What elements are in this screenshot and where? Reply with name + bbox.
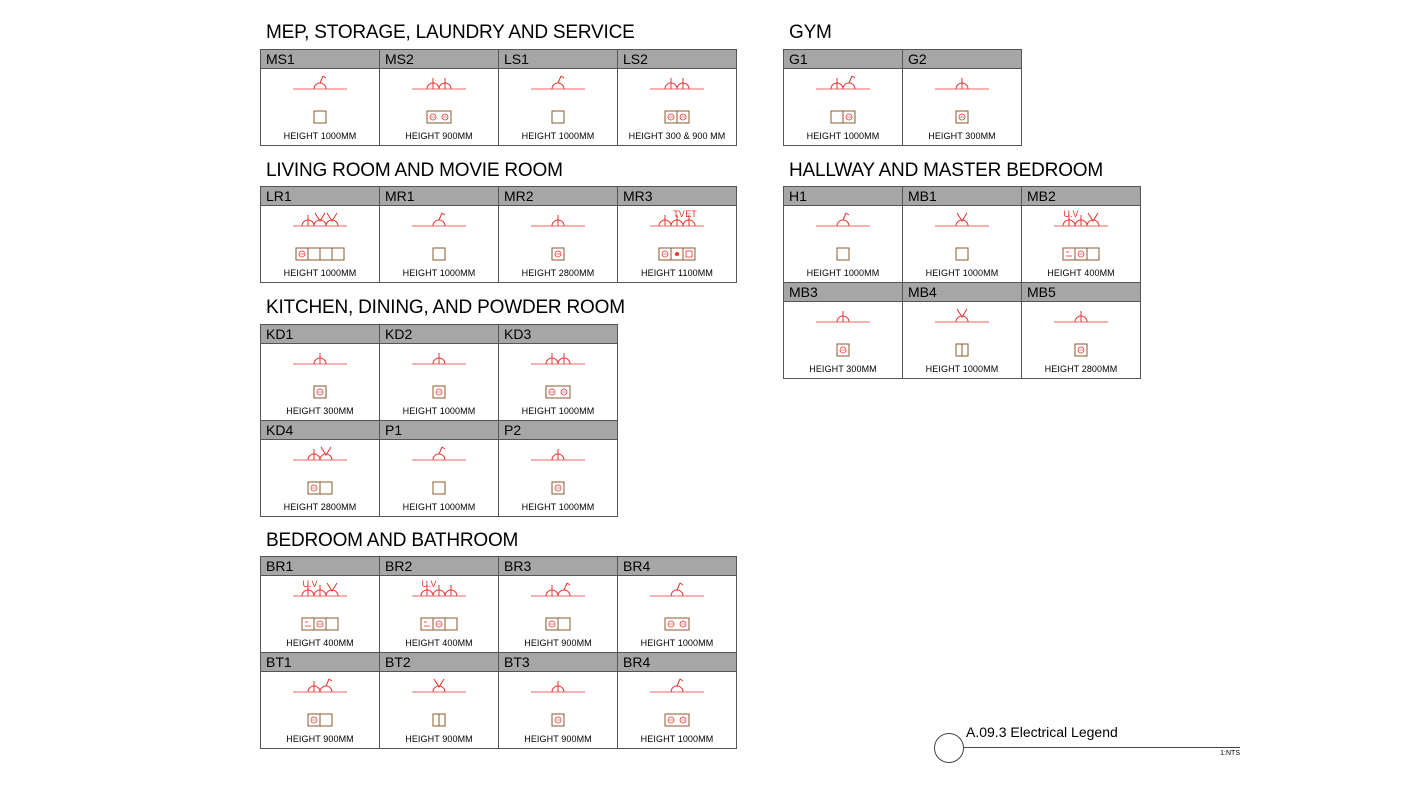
- socket-symbol-icon: [445, 585, 457, 596]
- double-plate-icon: [665, 618, 689, 630]
- cell-height: HEIGHT 1000MM: [925, 268, 999, 278]
- cell-height: HEIGHT 1000MM: [640, 638, 714, 648]
- cell-code: KD3: [499, 325, 617, 344]
- legend-grid: [783, 49, 1022, 146]
- socket-symbol-icon: [552, 681, 564, 692]
- section-title: GYM: [789, 22, 832, 43]
- cell-height: HEIGHT 2800MM: [283, 502, 357, 512]
- blank-plate-icon: [433, 482, 445, 494]
- sq-plate-icon: [683, 248, 695, 260]
- cell-code: H1: [784, 187, 902, 206]
- socket-symbol-icon: [552, 215, 564, 226]
- cell-code: LS2: [618, 50, 736, 69]
- cell-code: KD4: [261, 421, 379, 440]
- cell-height: HEIGHT 1000MM: [806, 131, 880, 141]
- legend-row: [261, 187, 737, 283]
- legend-row: [784, 283, 1141, 379]
- cell-height: HEIGHT 900MM: [524, 734, 592, 744]
- cell-height: HEIGHT 400MM: [405, 638, 473, 648]
- uv-label: U.V: [421, 579, 437, 589]
- legend-cell: [380, 557, 499, 653]
- blank-plate-icon: [552, 111, 564, 123]
- section-title: KITCHEN, DINING, AND POWDER ROOM: [266, 297, 625, 318]
- cell-code: BR4: [618, 557, 736, 576]
- cell-height: HEIGHT 1000MM: [925, 364, 999, 374]
- cell-height: HEIGHT 300MM: [809, 364, 877, 374]
- multi-symbol-icon: [1087, 213, 1099, 226]
- socket-symbol-icon: [433, 353, 445, 364]
- socket-plate-icon: [433, 618, 445, 630]
- cell-code: G2: [903, 50, 1021, 69]
- legend-cell: [784, 50, 903, 146]
- legend-cell: [618, 187, 737, 283]
- legend-cell: [1022, 283, 1141, 379]
- legend-cell: [261, 50, 380, 146]
- switch-symbol-icon: [433, 213, 445, 226]
- legend-cell: [903, 50, 1022, 146]
- switch-symbol-icon: [843, 76, 855, 89]
- cell-height: HEIGHT 400MM: [286, 638, 354, 648]
- tv-label: TV: [673, 209, 685, 219]
- legend-row: [261, 557, 737, 653]
- socket-symbol-icon: [427, 78, 439, 89]
- dot-plate-icon: [671, 248, 683, 260]
- switch-symbol-icon: [320, 679, 332, 692]
- socket-plate-icon: [552, 714, 564, 726]
- blank-plate-icon: [320, 248, 332, 260]
- legend-grid: [783, 186, 1141, 379]
- socket-symbol-icon: [314, 353, 326, 364]
- socket-plate-icon: [552, 482, 564, 494]
- multi-symbol-icon: [326, 213, 338, 226]
- blank-plate-icon: [332, 248, 344, 260]
- multi-symbol-icon: [956, 309, 968, 322]
- uv-label: U.V: [1063, 209, 1079, 219]
- cell-height: HEIGHT 2800MM: [521, 268, 595, 278]
- legend-grid: [260, 324, 618, 517]
- legend-cell: [380, 187, 499, 283]
- cell-code: MB5: [1022, 283, 1140, 302]
- legend-cell: [499, 557, 618, 653]
- legend-cell: [903, 187, 1022, 283]
- cell-height: HEIGHT 1000MM: [640, 734, 714, 744]
- socket-symbol-icon: [302, 215, 314, 226]
- switch-symbol-icon: [558, 583, 570, 596]
- cell-code: MS2: [380, 50, 498, 69]
- uv-symbol-icon: [302, 579, 318, 596]
- multi-symbol-icon: [433, 679, 445, 692]
- cell-code: LR1: [261, 187, 379, 206]
- double-plate-icon: [546, 386, 570, 398]
- cell-code: BR2: [380, 557, 498, 576]
- legend-cell: [499, 325, 618, 421]
- socket-symbol-icon: [439, 78, 451, 89]
- cell-height: HEIGHT 900MM: [524, 638, 592, 648]
- cell-code: P1: [380, 421, 498, 440]
- reference-scale: 1:NTS: [1220, 750, 1240, 757]
- legend-cell: [618, 653, 737, 749]
- uv-symbol-icon: [421, 579, 437, 596]
- blankhalf-plate-icon: [433, 714, 445, 726]
- legend-cell: [261, 325, 380, 421]
- cell-code: MB1: [903, 187, 1021, 206]
- uv-plate-icon: [421, 618, 433, 630]
- blank-plate-icon: [320, 714, 332, 726]
- cell-height: HEIGHT 900MM: [405, 734, 473, 744]
- uv-plate-icon: [1063, 248, 1075, 260]
- cell-height: HEIGHT 1000MM: [521, 131, 595, 141]
- switch-symbol-icon: [837, 213, 849, 226]
- legend-cell: [261, 421, 380, 517]
- blankhalf-plate-icon: [956, 344, 968, 356]
- blank-plate-icon: [558, 618, 570, 630]
- uv-plate-icon: [302, 618, 314, 630]
- cell-code: MB3: [784, 283, 902, 302]
- socket-plate-icon: [314, 386, 326, 398]
- socket-symbol-icon: [546, 353, 558, 364]
- socket-symbol-icon: [558, 353, 570, 364]
- cell-height: HEIGHT 1000MM: [402, 406, 476, 416]
- legend-row: [261, 50, 737, 146]
- reference-title: A.09.3 Electrical Legend: [966, 724, 1118, 740]
- blank-plate-icon: [308, 248, 320, 260]
- multi-symbol-icon: [956, 213, 968, 226]
- tv-symbol-icon: [671, 209, 685, 226]
- socket-plate-icon: [546, 618, 558, 630]
- switch-symbol-icon: [671, 679, 683, 692]
- section-title: MEP, STORAGE, LAUNDRY AND SERVICE: [266, 22, 635, 43]
- blank-plate-icon: [320, 482, 332, 494]
- cell-height: HEIGHT 900MM: [286, 734, 354, 744]
- cell-code: MR2: [499, 187, 617, 206]
- blank-plate-icon: [831, 111, 843, 123]
- socket-plate-icon: [665, 111, 677, 123]
- socket-plate-icon: [308, 482, 320, 494]
- cell-height: HEIGHT 300 & 900 MM: [628, 131, 726, 141]
- socket-symbol-icon: [831, 78, 843, 89]
- legend-cell: [903, 283, 1022, 379]
- legend-grid: [260, 186, 737, 283]
- legend-cell: [261, 187, 380, 283]
- legend-row: [261, 325, 618, 421]
- socket-plate-icon: [956, 111, 968, 123]
- cell-code: MS1: [261, 50, 379, 69]
- et-symbol-icon: [683, 209, 697, 226]
- reference-underline: [964, 747, 1240, 748]
- legend-cell: [499, 50, 618, 146]
- section-title: HALLWAY AND MASTER BEDROOM: [789, 160, 1103, 181]
- socket-plate-icon: [837, 344, 849, 356]
- legend-row: [261, 421, 618, 517]
- socket-symbol-icon: [837, 311, 849, 322]
- cell-code: BT3: [499, 653, 617, 672]
- cell-code: MB4: [903, 283, 1021, 302]
- socket-plate-icon: [433, 386, 445, 398]
- uv-label: U.V: [302, 579, 318, 589]
- legend-cell: [380, 421, 499, 517]
- socket-plate-icon: [659, 248, 671, 260]
- cell-height: HEIGHT 400MM: [1047, 268, 1115, 278]
- double-plate-icon: [665, 714, 689, 726]
- legend-grid: [260, 556, 737, 749]
- legend-cell: [499, 653, 618, 749]
- cell-height: HEIGHT 900MM: [405, 131, 473, 141]
- multi-symbol-icon: [320, 447, 332, 460]
- socket-plate-icon: [296, 248, 308, 260]
- cell-height: HEIGHT 1000MM: [806, 268, 880, 278]
- blank-plate-icon: [956, 248, 968, 260]
- cell-code: MR1: [380, 187, 498, 206]
- cell-code: P2: [499, 421, 617, 440]
- cell-code: MB2: [1022, 187, 1140, 206]
- blank-plate-icon: [433, 248, 445, 260]
- legend-cell: [618, 50, 737, 146]
- legend-cell: [380, 50, 499, 146]
- cell-height: HEIGHT 1000MM: [283, 268, 357, 278]
- multi-symbol-icon: [326, 583, 338, 596]
- cell-code: KD2: [380, 325, 498, 344]
- legend-cell: [380, 325, 499, 421]
- socket-plate-icon: [677, 111, 689, 123]
- et-label: ET: [685, 209, 697, 219]
- cell-code: BR3: [499, 557, 617, 576]
- socket-plate-icon: [308, 714, 320, 726]
- legend-cell: [499, 421, 618, 517]
- cell-code: KD1: [261, 325, 379, 344]
- legend-cell: [380, 653, 499, 749]
- cell-code: MR3: [618, 187, 736, 206]
- legend-cell: [618, 557, 737, 653]
- blank-plate-icon: [837, 248, 849, 260]
- legend-cell: [1022, 187, 1141, 283]
- socket-symbol-icon: [552, 449, 564, 460]
- cell-height: HEIGHT 1000MM: [283, 131, 357, 141]
- cell-height: HEIGHT 300MM: [928, 131, 996, 141]
- legend-cell: [499, 187, 618, 283]
- socket-plate-icon: [1075, 344, 1087, 356]
- socket-plate-icon: [552, 248, 564, 260]
- blank-plate-icon: [1087, 248, 1099, 260]
- legend-row: [784, 187, 1141, 283]
- cell-height: HEIGHT 1000MM: [521, 406, 595, 416]
- cell-code: BR4: [618, 653, 736, 672]
- socket-symbol-icon: [677, 78, 689, 89]
- double-plate-icon: [427, 111, 451, 123]
- socket-symbol-icon: [659, 215, 671, 226]
- socket-symbol-icon: [956, 78, 968, 89]
- legend-cell: [784, 187, 903, 283]
- cell-code: BT1: [261, 653, 379, 672]
- blank-plate-icon: [326, 618, 338, 630]
- blank-plate-icon: [314, 111, 326, 123]
- switch-symbol-icon: [433, 447, 445, 460]
- section-title: LIVING ROOM AND MOVIE ROOM: [266, 160, 563, 181]
- drawing-reference: [932, 720, 1244, 765]
- legend-row: [784, 50, 1022, 146]
- legend-cell: [261, 557, 380, 653]
- cell-code: LS1: [499, 50, 617, 69]
- cell-height: HEIGHT 1000MM: [402, 268, 476, 278]
- cell-height: HEIGHT 1000MM: [402, 502, 476, 512]
- socket-plate-icon: [314, 618, 326, 630]
- socket-symbol-icon: [1075, 311, 1087, 322]
- socket-symbol-icon: [546, 585, 558, 596]
- socket-symbol-icon: [665, 78, 677, 89]
- cell-height: HEIGHT 1000MM: [521, 502, 595, 512]
- cell-height: HEIGHT 1100MM: [641, 268, 713, 278]
- legend-grid: [260, 49, 737, 146]
- cell-code: BT2: [380, 653, 498, 672]
- cell-height: HEIGHT 300MM: [286, 406, 354, 416]
- blank-plate-icon: [445, 618, 457, 630]
- multi-symbol-icon: [314, 213, 326, 226]
- socket-plate-icon: [843, 111, 855, 123]
- cell-code: G1: [784, 50, 902, 69]
- switch-symbol-icon: [552, 76, 564, 89]
- socket-symbol-icon: [308, 681, 320, 692]
- legend-cell: [261, 653, 380, 749]
- uv-symbol-icon: [1063, 209, 1079, 226]
- legend-row: [261, 653, 737, 749]
- switch-symbol-icon: [671, 583, 683, 596]
- reference-circle: [934, 733, 964, 763]
- cell-code: BR1: [261, 557, 379, 576]
- legend-cell: [784, 283, 903, 379]
- socket-symbol-icon: [308, 449, 320, 460]
- switch-symbol-icon: [314, 76, 326, 89]
- section-title: BEDROOM AND BATHROOM: [266, 530, 519, 551]
- cell-height: HEIGHT 2800MM: [1044, 364, 1118, 374]
- socket-plate-icon: [1075, 248, 1087, 260]
